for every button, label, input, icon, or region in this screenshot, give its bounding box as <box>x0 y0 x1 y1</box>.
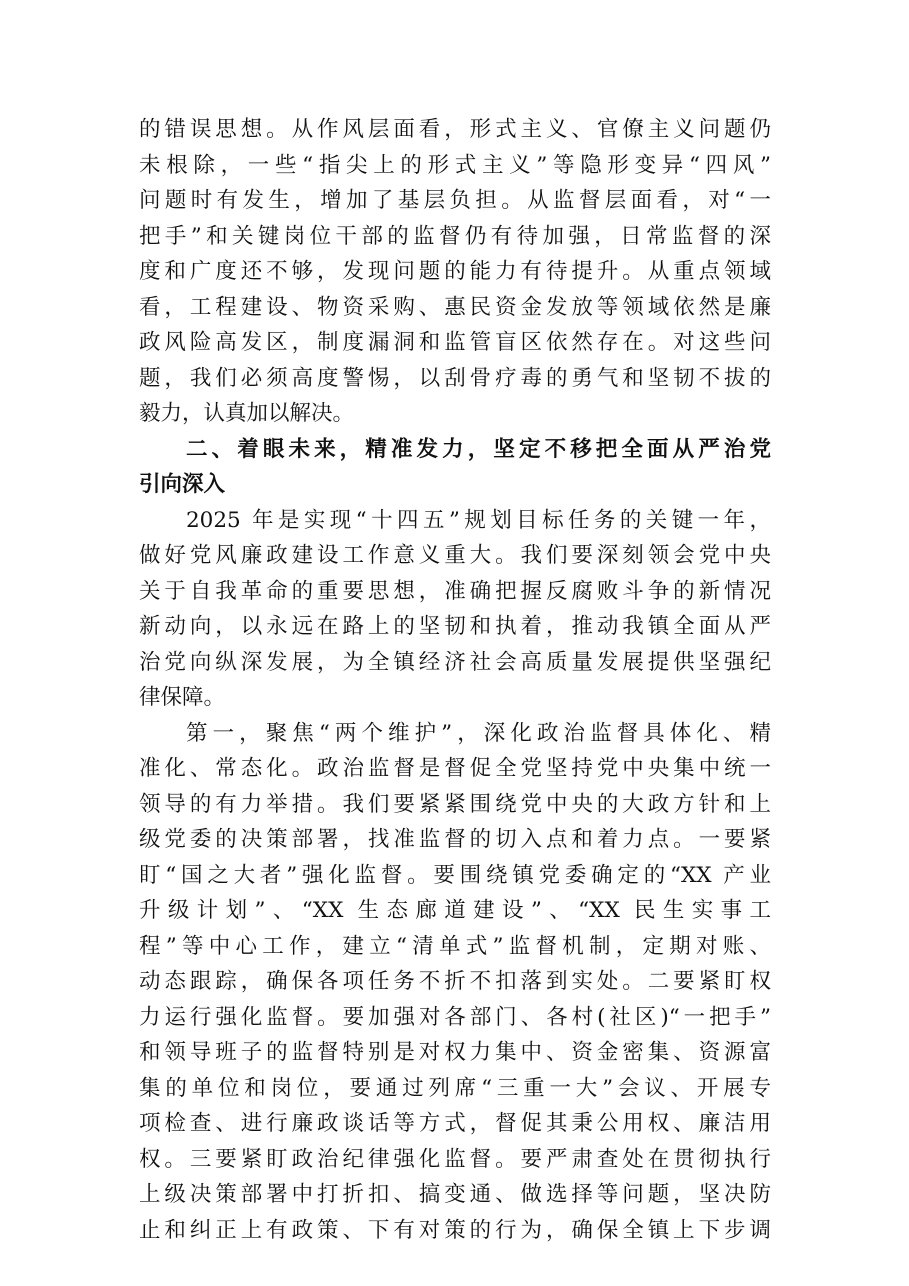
paragraph-line: 毅力，认真加以解决。 <box>139 401 355 426</box>
paragraph-line: 止和纠正上有政策、下有对策的行为，确保全镇上下步调 <box>139 1217 771 1243</box>
paragraph-line: 力运行强化监督。要加强对各部门、各村(社区)“一把手” <box>139 1004 771 1030</box>
paragraph-line: 把手”和关键岗位干部的监督仍有待加强，日常监督的深 <box>139 223 771 249</box>
paragraph-line: 律保障。 <box>139 685 226 710</box>
paragraph-line: 问题时有发生，增加了基层负担。从监督层面看，对“一 <box>139 188 771 213</box>
paragraph-line: 度和广度还不够，发现问题的能力有待提升。从重点领域 <box>139 259 771 284</box>
paragraph-line: 领导的有力举措。我们要紧紧围绕党中央的大政方针和上 <box>139 791 771 817</box>
paragraph-line: 2025 年是实现“十四五”规划目标任务的关键一年， <box>186 507 771 533</box>
document-body <box>139 112 771 1248</box>
paragraph-line: 和领导班子的监督特别是对权力集中、资金密集、资源富 <box>139 1040 771 1065</box>
paragraph-line: 盯“国之大者”强化监督。要围绕镇党委确定的“XX 产业 <box>139 862 771 888</box>
paragraph-line: 题，我们必须高度警惕，以刮骨疗毒的勇气和坚韧不拔的 <box>139 365 771 391</box>
paragraph-line: 项检查、进行廉政谈话等方式，督促其秉公用权、廉洁用 <box>139 1111 771 1136</box>
paragraph-line: 上级决策部署中打折扣、搞变通、做选择等问题，坚决防 <box>139 1182 771 1207</box>
paragraph-line: 的错误思想。从作风层面看，形式主义、官僚主义问题仍 <box>139 117 771 142</box>
section-heading-line: 二、着眼未来，精准发力，坚定不移把全面从严治党 <box>186 436 771 462</box>
paragraph-line: 政风险高发区，制度漏洞和监管盲区依然存在。对这些问 <box>139 330 771 355</box>
paragraph-line: 级党委的决策部署，找准监督的切入点和着力点。一要紧 <box>139 827 771 852</box>
paragraph-line: 集的单位和岗位，要通过列席“三重一大”会议、开展专 <box>139 1075 771 1101</box>
paragraph-line: 准化、常态化。政治监督是督促全党坚持党中央集中统一 <box>139 756 771 781</box>
paragraph-line: 第一，聚焦“两个维护”，深化政治监督具体化、精 <box>186 720 771 746</box>
paragraph-line: 升级计划”、“XX 生态廊道建设”、“XX 民生实事工 <box>139 898 771 923</box>
paragraph-line: 未根除，一些“指尖上的形式主义”等隐形变异“四风” <box>139 152 771 178</box>
paragraph-line: 做好党风廉政建设工作意义重大。我们要深刻领会党中央 <box>139 543 771 568</box>
paragraph-line: 看，工程建设、物资采购、惠民资金发放等领域依然是廉 <box>139 294 771 320</box>
paragraph-line: 程”等中心工作，建立“清单式”监督机制，定期对账、 <box>139 933 771 959</box>
paragraph-line: 关于自我革命的重要思想，准确把握反腐败斗争的新情况 <box>139 578 771 604</box>
paragraph-line: 新动向，以永远在路上的坚韧和执着，推动我镇全面从严 <box>139 614 771 639</box>
section-heading-line: 引向深入 <box>139 472 226 497</box>
paragraph-line: 动态跟踪，确保各项任务不折不扣落到实处。二要紧盯权 <box>139 969 771 994</box>
paragraph-line: 权。三要紧盯政治纪律强化监督。要严肃查处在贯彻执行 <box>139 1146 771 1172</box>
paragraph-line: 治党向纵深发展，为全镇经济社会高质量发展提供坚强纪 <box>139 649 771 675</box>
